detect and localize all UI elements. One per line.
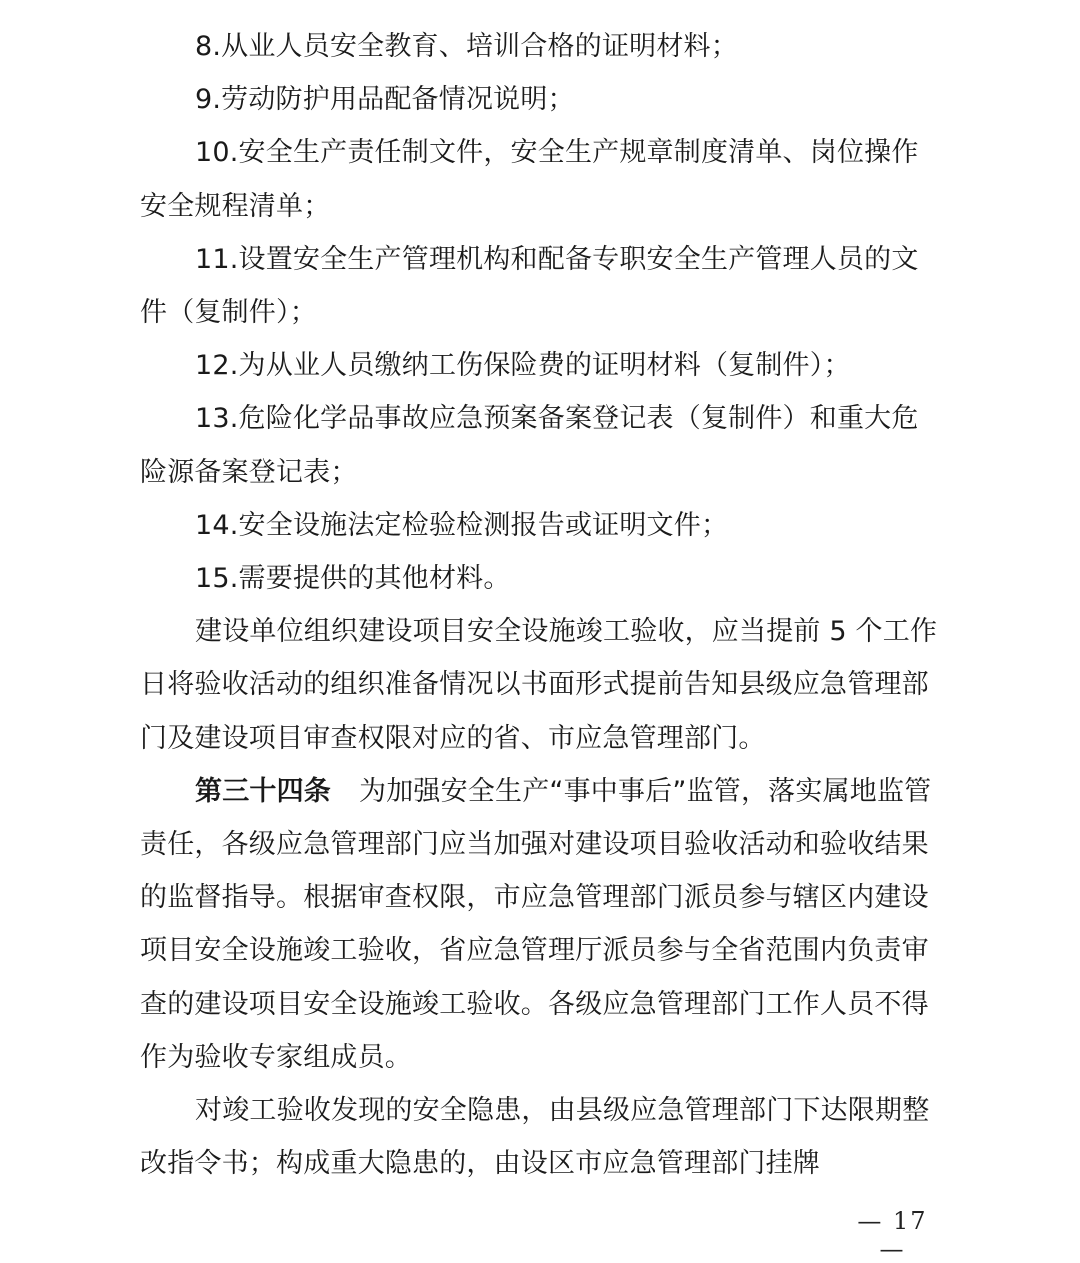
article-34-heading: 第三十四条 [195,775,331,807]
article-34-paragraph [140,765,945,1084]
list-item-8: 8.从业人员安全教育、培训合格的证明材料； [195,31,738,62]
list-item-15: 15.需要提供的其他材料。 [195,563,511,595]
document-body [140,20,945,1190]
list-item-9: 9.劳动防护用品配备情况说明； [195,84,575,116]
list-item-14: 14.安全设施法定检验检测报告或证明文件； [195,509,729,541]
acceptance-notice-paragraph: 建设单位组织建设项目安全设施竣工验收，应当提前 5 个工作日将验收活动的组织准备情况以书面形式提前告知县级应急管理部门及建设项目审查权限对应的省、市应急管理部门。 [140,616,938,754]
article-34-body: 为加强安全生产“事中事后”监管，落实属地监管责任，各级应急管理部门应当加强对建设项目验收活动和验收结果的监督指导。根据审查权限，市应急管理部门派员参与辖区内建设项目安全设施竣工验收，省应急管理厅派员参与全省范围内负责审查的建设项目安全设施竣工验收。各级应急管理部门工作人员不得作为验收专家组成员。 [140,775,932,1073]
page-number: — 17 — [857,1207,928,1263]
list-item-11: 11.设置安全生产管理机构和配备专职安全生产管理人员的文件（复制件）； [140,243,919,329]
list-item-12: 12.为从业人员缴纳工伤保险费的证明材料（复制件）； [195,350,851,382]
list-item-10: 10.安全生产责任制文件，安全生产规章制度清单、岗位操作安全规程清单； [140,137,919,222]
hazard-rectification-paragraph: 对竣工验收发现的安全隐患，由县级应急管理部门下达限期整改指令书；构成重大隐患的，由设区市应急管理部门挂牌 [140,1095,930,1180]
list-item-13: 13.危险化学品事故应急预案备案登记表（复制件）和重大危险源备案登记表； [140,403,919,488]
